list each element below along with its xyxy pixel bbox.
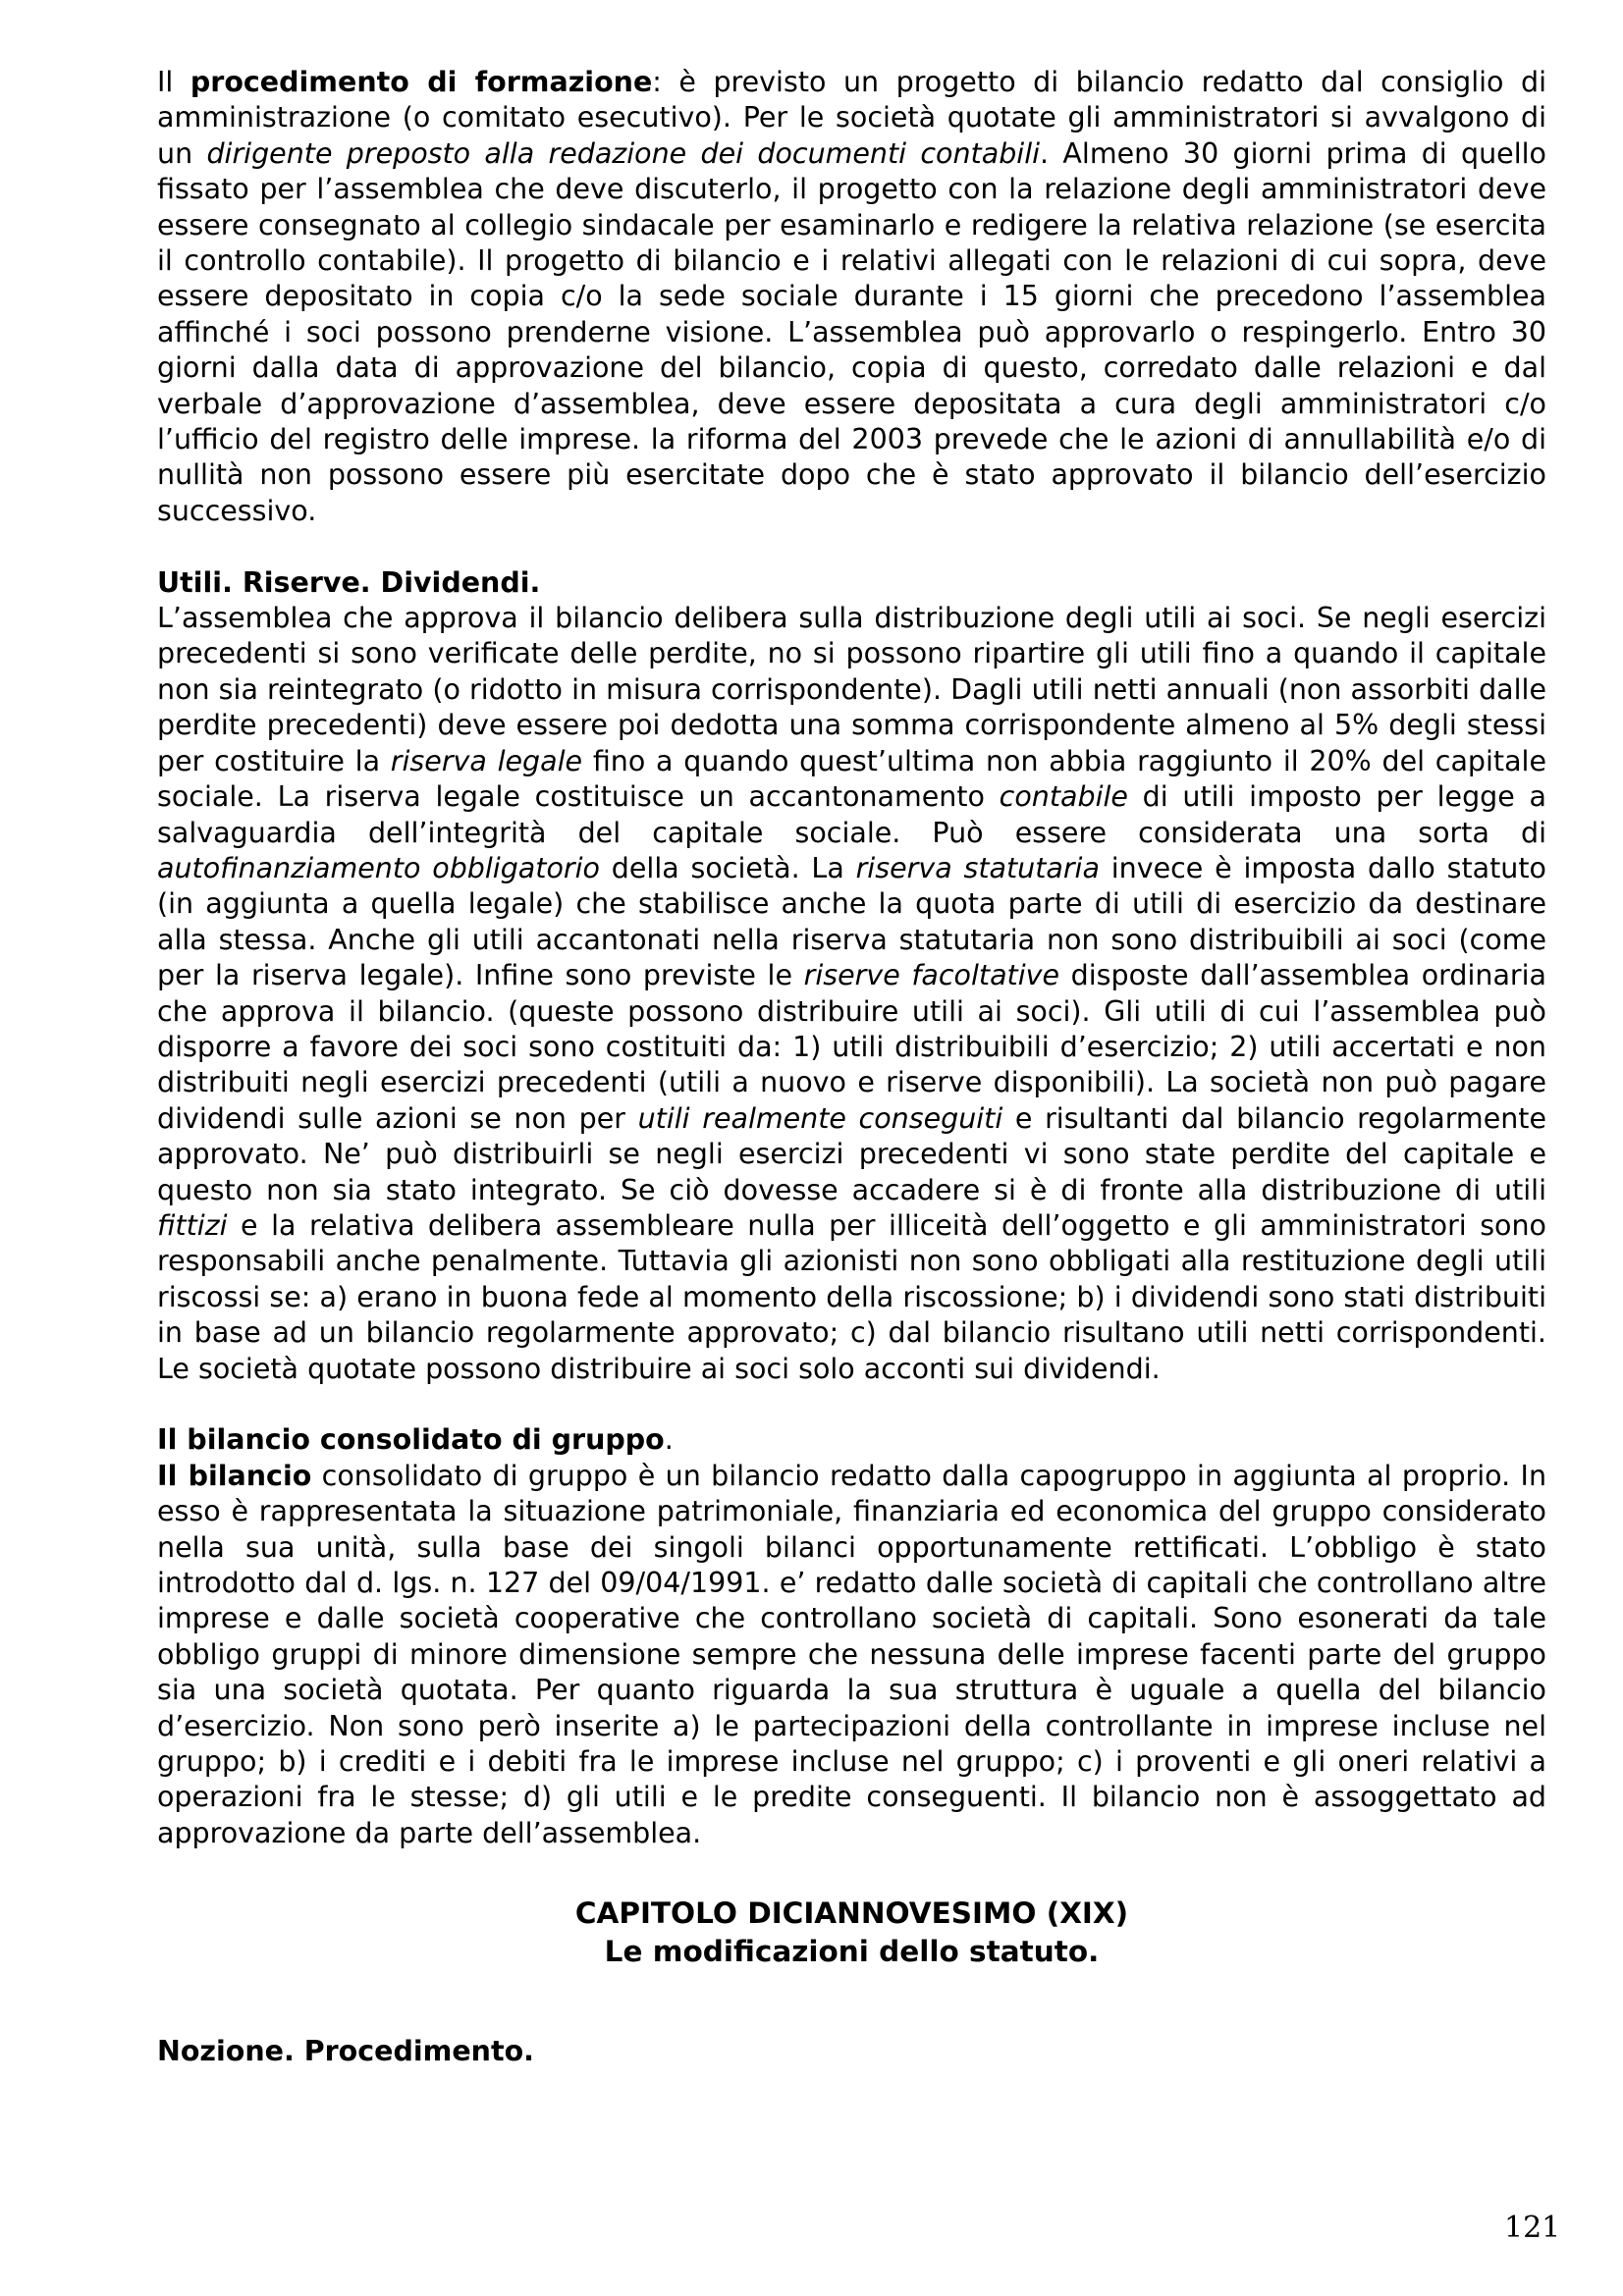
- page-content: [157, 65, 1546, 2070]
- paragraph-utili: [157, 601, 1546, 1387]
- text-run: e risultanti dal bilancio regolarmente approvato. Ne’ può distribuirli se negli esercizi precedenti vi sono state perdite del capitale e questo non sia stato integrato. Se ciò dovesse accadere si è di fronte alla distribuzione di utili: [157, 1101, 1546, 1206]
- italic-contabile: contabile: [999, 780, 1128, 814]
- chapter-gap: [157, 1971, 1546, 2034]
- paragraph-gap: [157, 1387, 1546, 1422]
- heading-utili-riserve-dividendi: Utili. Riserve. Dividendi.: [157, 565, 541, 599]
- text-run: invece è imposta dallo statuto (in aggiunta a quella legale) che stabilisce anche la quota parte di utili di esercizio da destinare alla stessa. Anche gli utili accantonati nella riserva statutaria non sono distribuibili ai soci (come per la riserva legale). Infine sono previste le: [157, 851, 1546, 992]
- italic-riserve-facoltative: riserve facoltative: [803, 959, 1060, 992]
- text-run: L’assemblea che approva il bilancio delibera sulla distribuzione degli utili ai soci. Se negli esercizi precedenti si sono verificate delle perdite, no si possono ripartire gli utili fino a quando il capitale non sia reintegrato (o ridotto in misura corrispondente). Dagli utili netti annuali (non assorbiti dalle perdite precedenti) deve essere poi dedotta una somma corrispondente almeno al 5% degli stessi per costituire la: [157, 602, 1546, 777]
- text-run: e la relativa delibera assembleare nulla per illiceità dell’oggetto e gli amministratori sono responsabili anche penalmente. Tuttavia gli azionisti non sono obbligati alla restituzione degli utili riscossi se: a) erano in buona fede al momento della riscossione; b) i dividendi sono stati distribuiti in base ad un bilancio regolarmente approvato; c) dal bilancio risultano utili netti corrispondenti. Le società quotate possono distribuire ai soci solo acconti sui dividendi.: [157, 1208, 1546, 1385]
- text-run: Il: [157, 66, 190, 98]
- text-run: disposte dall’assemblea ordinaria che approva il bilancio. (queste possono distribuire utili ai soci). Gli utili di cui l’assemblea può disporre a favore dei soci sono costituiti da: 1) utili distribuibili d’esercizio; 2) utili accertati e non distribuiti negli esercizi precedenti (utili a nuovo e riserve disponibili). La società non può pagare dividendi sulle azioni se non per: [157, 959, 1547, 1135]
- heading-nozione-procedimento: Nozione. Procedimento.: [157, 2035, 534, 2068]
- italic-riserva-legale: riserva legale: [390, 744, 583, 777]
- term-procedimento-formazione: procedimento di formazione: [189, 66, 653, 98]
- term-il-bilancio: Il bilancio: [157, 1459, 312, 1492]
- text-run: . Almeno 30 giorni prima di quello fissato per l’assemblea che deve discuterlo, il progetto con la relazione degli amministratori deve essere consegnato al collegio sindacale per esaminarlo e redigere la relativa relazione (se esercita il controllo contabile). Il progetto di bilancio e i relativi allegati con le relazioni di cui sopra, deve essere depositato in copia c/o la sede sociale durante i 15 giorni che precedono l’assemblea affinché i soci possono prenderne visione. L’assemblea può approvarlo o respingerlo. Entro 30 giorni dalla data di approvazione del bilancio, copia di questo, corredato dalle relazioni e dal verbale d’approvazione d’assemblea, deve essere depositata a cura degli amministratori c/o l’ufficio del registro delle imprese. la riforma del 2003 prevede che le azioni di annullabilità e/o di nullità non possono essere più esercitate dopo che è stato approvato il bilancio dell’esercizio successivo.: [157, 136, 1546, 527]
- text-run: di utili imposto per legge a salvaguardia dell’integrità del capitale sociale. Può essere considerata una sorta di: [157, 780, 1546, 849]
- page-number: 121: [1504, 2211, 1561, 2245]
- chapter-title: CAPITOLO DICIANNOVESIMO (XIX): [574, 1896, 1129, 1931]
- italic-dirigente-preposto: dirigente preposto alla redazione dei documenti contabili: [206, 136, 1041, 170]
- paragraph-gap: [157, 529, 1546, 564]
- text-run: consolidato di gruppo è un bilancio redatto dalla capogruppo in aggiunta al proprio. In esso è rappresentata la situazione patrimoniale, finanziaria ed economica del gruppo considerato nella sua unità, sulla base dei singoli bilanci opportunamente rettificati. L’obbligo è stato introdotto dal d. lgs. n. 127 del 09/04/1991. e’ redatto dalle società di capitali che controllano altre imprese e dalle società cooperative che controllano società di capitali. Sono esonerati da tale obbligo gruppi di minore dimensione sempre che nessuna delle imprese facenti parte del gruppo sia una società quotata. Per quanto riguarda la sua struttura è uguale a quella del bilancio d’esercizio. Non sono però inserite a) le partecipazioni della controllante in imprese incluse nel gruppo; b) i crediti e i debiti fra le imprese incluse nel gruppo; c) i proventi e gli oneri relativi a operazioni fra le stesse; d) gli utili e le predite conseguenti. Il bilancio non è assoggettato ad approvazione da parte dell’assemblea.: [157, 1459, 1547, 1849]
- chapter-gap: [157, 1851, 1546, 1895]
- italic-fittizi: fittizi: [157, 1208, 228, 1242]
- paragraph-procedimento-formazione: [157, 65, 1546, 529]
- italic-autofinanziamento: autofinanziamento obbligatorio: [157, 851, 600, 884]
- text-run: : è previsto un progetto di bilancio redatto dal consiglio di amministrazione (o comitato esecutivo). Per le società quotate gli amministratori si avvalgono di un: [157, 66, 1547, 170]
- heading-period: .: [664, 1423, 674, 1457]
- text-run: della società. La: [599, 851, 856, 884]
- paragraph-bilancio-consolidato: [157, 1459, 1546, 1851]
- heading-text: Il bilancio consolidato di gruppo: [157, 1423, 665, 1457]
- text-run: fino a quando quest’ultima non abbia raggiunto il 20% del capitale sociale. La riserva legale costituisce un accantonamento: [157, 744, 1547, 814]
- italic-riserva-statutaria: riserva statutaria: [855, 851, 1100, 884]
- heading-bilancio-consolidato: [157, 1422, 1546, 1458]
- chapter-subtitle: Le modificazioni dello statuto.: [604, 1935, 1100, 1969]
- italic-utili-realmente-conseguiti: utili realmente conseguiti: [637, 1101, 1003, 1135]
